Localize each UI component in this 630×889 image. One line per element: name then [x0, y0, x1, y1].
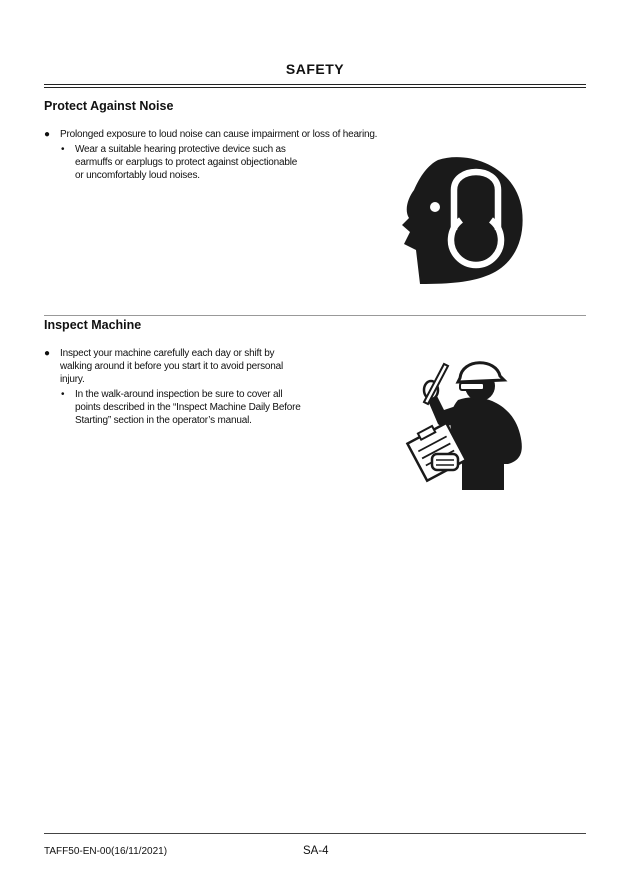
page-title: SAFETY — [285, 61, 345, 77]
section-heading-noise: Protect Against Noise — [44, 99, 174, 113]
noise-sub-line-1: Wear a suitable hearing protective device such as — [75, 144, 286, 155]
section-divider — [44, 315, 586, 316]
inspect-line-1: Inspect your machine carefully each day or shift by — [60, 348, 275, 359]
footer-rule — [44, 833, 586, 834]
bullet-dot: ● — [44, 129, 51, 140]
inspect-bullet — [60, 347, 330, 386]
noise-sub-bullet — [75, 143, 335, 182]
inspect-sub-line-3: Starting” section in the operator’s manual. — [75, 415, 252, 426]
footer-doc-code: TAFF50-EN-00(16/11/2021) — [44, 846, 168, 857]
bullet-dot: ● — [44, 348, 51, 359]
inspect-line-3: injury. — [60, 374, 85, 385]
noise-sub-line-3: or uncomfortably loud noises. — [75, 170, 200, 181]
section-heading-inspect: Inspect Machine — [44, 318, 142, 332]
footer-page-number: SA-4 — [303, 845, 329, 857]
inspect-sub-bullet — [75, 388, 335, 427]
sub-bullet-dot: • — [61, 144, 65, 155]
noise-bullet-text: Prolonged exposure to loud noise can cause impairment or loss of hearing. — [60, 129, 378, 140]
noise-sub-line-2: earmuffs or earplugs to protect against objectionable — [75, 157, 298, 168]
inspect-sub-line-2: points described in the “Inspect Machine Daily Before — [75, 402, 301, 413]
inspect-line-2: walking around it before you start it to avoid personal — [60, 361, 284, 372]
inspect-sub-line-1: In the walk-around inspection be sure to cover all — [75, 389, 283, 400]
title-rule-bottom — [44, 87, 586, 88]
hearing-protection-icon — [398, 152, 526, 286]
sub-bullet-dot: • — [61, 389, 65, 400]
title-rule-top — [44, 84, 586, 85]
worker-inspection-icon — [400, 352, 526, 492]
